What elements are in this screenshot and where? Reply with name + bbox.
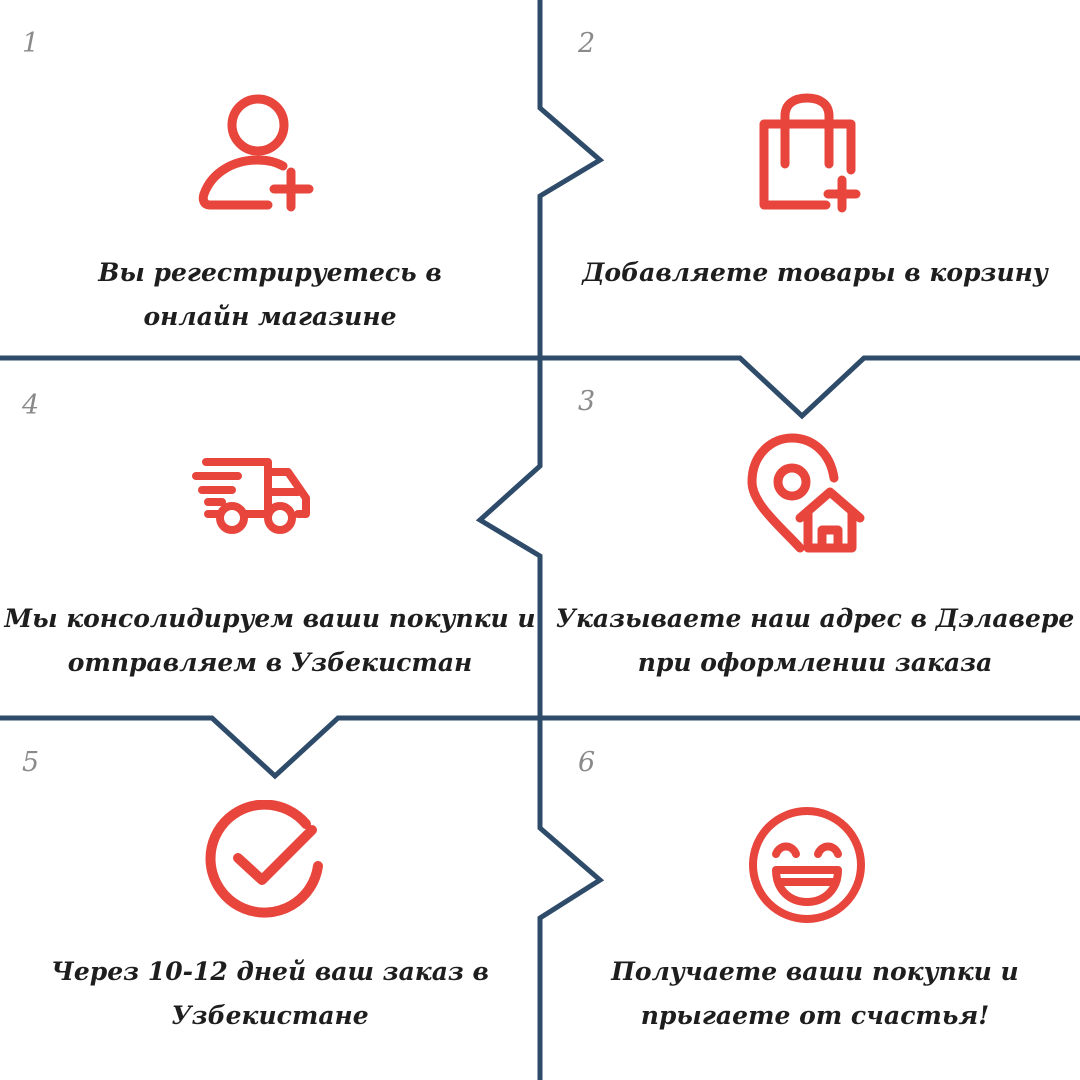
- step-number-3: 3: [578, 386, 596, 417]
- delivery-truck-icon: [192, 454, 314, 534]
- step-number-2: 2: [578, 28, 596, 59]
- step-caption-3: [545, 597, 1080, 685]
- step-number-1: 1: [22, 28, 40, 59]
- user-add-icon: [196, 92, 326, 214]
- smiley-face-icon: [746, 804, 868, 926]
- step-caption-4-line2: отправляем в Узбекистан: [67, 648, 473, 677]
- step-caption-4-line1: Мы консолидируем ваши покупки и: [4, 604, 536, 633]
- step-caption-3-line1: Указываете наш адрес в Дэлавере: [555, 604, 1075, 633]
- step-caption-1-line2: онлайн магазине: [143, 302, 397, 331]
- step-caption-1: [0, 251, 540, 339]
- step-caption-6: [545, 950, 1080, 1038]
- step-caption-5: [0, 950, 540, 1038]
- step-caption-4: [0, 597, 540, 685]
- step-number-6: 6: [578, 747, 596, 778]
- step-caption-1-line1: Вы регестрируетесь в: [98, 258, 442, 287]
- step-number-5: 5: [22, 747, 40, 778]
- step-caption-5-line2: Узбекистане: [171, 1001, 369, 1030]
- step-caption-5-line1: Через 10-12 дней ваш заказ в: [51, 957, 489, 986]
- step-caption-2-line1: Добавляете товары в корзину: [582, 258, 1048, 287]
- step-caption-6-line2: прыгаете от счастья!: [640, 1001, 990, 1030]
- step-number-4: 4: [22, 390, 40, 421]
- check-circle-icon: [200, 800, 324, 924]
- location-home-icon: [744, 432, 868, 556]
- step-caption-2: [545, 251, 1080, 295]
- shopping-bag-add-icon: [752, 92, 862, 214]
- step-caption-3-line2: при оформлении заказа: [637, 648, 993, 677]
- step-caption-6-line1: Получаете ваши покупки и: [611, 957, 1019, 986]
